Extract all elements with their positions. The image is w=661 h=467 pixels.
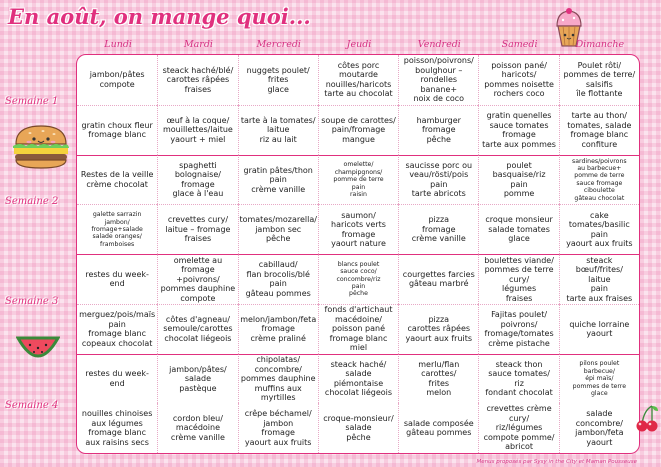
day-header: Mercredi bbox=[256, 39, 301, 50]
meal-cell: côtes porc moutarde nouilles/haricots tarte au chocolat bbox=[318, 55, 398, 105]
meal-cell: nouilles chinoises aux légumes fromage blanc aux raisins secs bbox=[81, 409, 153, 447]
meal-cell: tarte au thon/ tomates, salade fromage blanc confiture bbox=[559, 105, 639, 155]
meal-cell: gratin quenelles sauce tomates fromage tarte aux pommes bbox=[478, 105, 558, 155]
meal-cell: salade composée gâteau pommes bbox=[398, 403, 478, 453]
meal-cell: omelette/ champipgnons/ pomme de terre pain raisin bbox=[318, 155, 398, 205]
meal-cell: saumon/ haricots verts fromage yaourt nature bbox=[318, 204, 398, 254]
meal-cell: jambon/pâtes compote bbox=[89, 70, 145, 89]
meal-cell: gratin pâtes/thon pain crème vanille bbox=[238, 155, 318, 205]
meal-cell: œuf à la coque/ mouillettes/laitue yaourt + miel bbox=[157, 105, 237, 155]
meal-cell: croque monsieur salade tomates glace bbox=[478, 204, 558, 254]
meal-cell: melon/jambon/feta fromage crème praliné bbox=[238, 304, 318, 354]
meal-cell: côtes d'agneau/ semoule/carottes chocolat liégeois bbox=[157, 304, 237, 354]
meal-cell: pizza carottes râpées yaourt aux fruits bbox=[398, 304, 478, 354]
day-header: Mardi bbox=[183, 39, 213, 50]
meal-cell: steack thon sauce tomates/ riz fondant chocolat bbox=[478, 354, 558, 404]
day-header: Vendredi bbox=[417, 39, 461, 50]
day-header: Jeudi bbox=[346, 39, 372, 50]
meal-cell: pizza fromage crème vanille bbox=[398, 204, 478, 254]
meal-cell: sardines/poivrons au barbecue+ pomme de terre sauce fromage ciboulette gâteau chocolat bbox=[559, 155, 639, 205]
week-label: Semaine 4 bbox=[5, 400, 59, 411]
meal-cell: spaghetti bolognaise/ fromage glace à l'eau bbox=[157, 155, 237, 205]
meal-cell: jambon/pâtes/ salade pastèque bbox=[157, 354, 237, 404]
meal-cell: crevettes cury/ laitue – fromage fraises bbox=[157, 204, 237, 254]
meal-cell: crêpe béchamel/ jambon fromage yaourt aux fruits bbox=[238, 403, 318, 453]
meal-cell: tomates/mozarella/ jambon sec pêche bbox=[238, 204, 318, 254]
page-title: En août, on mange quoi... bbox=[8, 4, 311, 29]
meal-cell: fonds d'artichaut macédoine/ poisson pané fromage blanc miel bbox=[318, 304, 398, 354]
meal-cell: Restes de la veille crème chocolat bbox=[77, 155, 157, 205]
meal-cell: croque-monsieur/ salade pêche bbox=[318, 403, 398, 453]
meal-cell: steack haché/blé/ carottes râpées fraises bbox=[157, 55, 237, 105]
meal-cell: restes du week-end bbox=[77, 254, 157, 304]
meal-cell: hamburger fromage pêche bbox=[398, 105, 478, 155]
meal-cell: boulettes viande/ pommes de terre cury/ légumes fraises bbox=[478, 254, 558, 304]
meal-cell: tarte à la tomates/ laitue riz au lait bbox=[238, 105, 318, 155]
day-header: Lundi bbox=[104, 39, 132, 50]
meal-cell: steack haché/ salade piémontaise chocolat liégeois bbox=[318, 354, 398, 404]
footer-credit: Menus proposés par Sysy in the City et Maman Pousseuse bbox=[476, 459, 637, 465]
watermelon-icon bbox=[16, 334, 60, 364]
cherry-icon bbox=[634, 404, 660, 434]
meal-cell: cordon bleu/ macédoine crème vanille bbox=[157, 403, 237, 453]
meal-cell: salade concombre/ jambon/feta yaourt bbox=[559, 403, 639, 453]
meal-cell: poisson pané/ haricots/ pommes noisette rochers coco bbox=[478, 55, 558, 105]
week-label: Semaine 3 bbox=[5, 296, 59, 307]
meal-cell: omelette au fromage +poivrons/ pommes dauphine compote bbox=[157, 254, 237, 304]
meal-cell: crevettes crème cury/ riz/légumes compote pomme/ abricot bbox=[478, 403, 558, 453]
meal-cell: quiche lorraine yaourt bbox=[559, 304, 639, 354]
meal-cell: chipolatas/ concombre/ pommes dauphine muffins aux myrtilles bbox=[238, 354, 318, 404]
meal-cell: restes du week-end bbox=[77, 354, 157, 404]
burger-icon bbox=[10, 124, 72, 170]
meal-cell: merguez/pois/maïs pain fromage blanc copeaux chocolat bbox=[77, 304, 157, 354]
meal-cell: soupe de carottes/ pain/fromage mangue bbox=[318, 105, 398, 155]
meal-cell: Fajitas poulet/ poivrons/ fromage/tomates crème pistache bbox=[478, 304, 558, 354]
meal-cell: cabillaud/ flan brocolis/blé pain gâteau pommes bbox=[238, 254, 318, 304]
menu-grid bbox=[76, 54, 640, 454]
meal-cell: cake tomates/basilic pain yaourt aux fruits bbox=[559, 204, 639, 254]
meal-cell: merlu/flan carottes/ frites melon bbox=[398, 354, 478, 404]
meal-cell: gratin choux fleur fromage blanc bbox=[77, 105, 157, 155]
meal-cell: poisson/poivrons/ boulghour – rondelles banane+ noix de coco bbox=[398, 55, 478, 105]
week-labels bbox=[0, 54, 78, 454]
meal-cell: saucisse porc ou veau/rösti/pois pain tarte abricots bbox=[398, 155, 478, 205]
week-label: Semaine 1 bbox=[5, 96, 59, 107]
week-label: Semaine 2 bbox=[5, 196, 59, 207]
meal-cell: blancs poulet sauce coco/ concombre/riz pain pêche bbox=[318, 254, 398, 304]
day-header: Dimanche bbox=[575, 39, 625, 50]
meal-cell: steack bœuf/frites/ laitue pain tarte aux fraises bbox=[559, 254, 639, 304]
meal-cell: poulet basquaise/riz pain pomme bbox=[478, 155, 558, 205]
meal-cell: nuggets poulet/ frites glace bbox=[238, 55, 318, 105]
meal-cell: pilons poulet barbecue/ épi maïs/ pommes de terre glace bbox=[559, 354, 639, 404]
days-header bbox=[78, 36, 640, 54]
meal-cell: Poulet rôti/ pommes de terre/ salsifis île flottante bbox=[559, 55, 639, 105]
meal-cell: courgettes farcies gâteau marbré bbox=[398, 254, 478, 304]
day-header: Samedi bbox=[501, 39, 538, 50]
meal-cell: galette sarrazin jambon/ fromage+salade salade oranges/ framboises bbox=[77, 204, 157, 254]
